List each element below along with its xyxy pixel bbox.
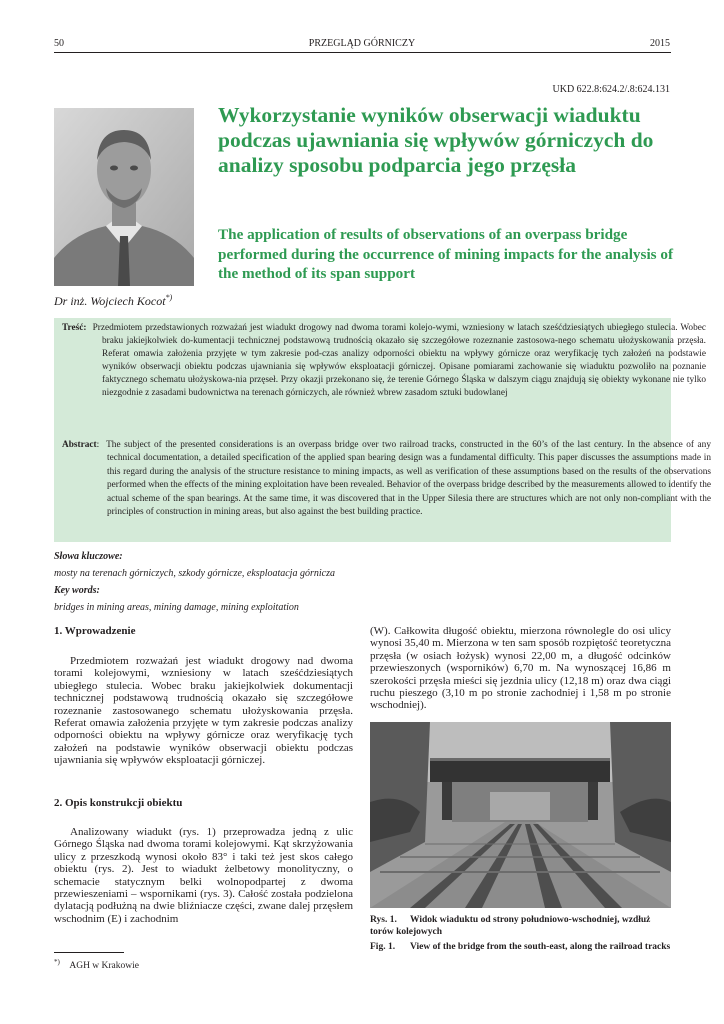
abstract-en-label: Abstract [62,440,97,450]
footnote-rule [54,952,124,953]
figure-caption-en-text: View of the bridge from the south-east, along the railroad tracks [410,942,671,952]
right-column-text: (W). Całkowita długość obiektu, mierzona równolegle do osi ulicy wynosi 35,40 m. Mierzona w ten sam sposób rozpiętość teoretyczna przęsła (w osiach łożysk) wynosi 22,00 m, a długość odcinków przewieszonych (wsporników) 6,70 m. Na wynoszącej 16,86 m szerokości przęsła mieści się jezdnia ulicy (12,18 m) oraz dwa ciągi ruchu pieszego (3,10 m po stronie zachodniej i 1,58 m po stronie wschodniej). [370,625,671,712]
keywords-en: bridges in mining areas, mining damage, mining exploitation [54,602,299,613]
keywords-en-label: Key words: [54,585,100,596]
author-photo [54,108,194,286]
keywords-pl-label: Słowa kluczowe: [54,551,123,562]
abstract-pl-text: Przedmiotem przedstawionych rozważań jest wiadukt drogowy nad dwoma torami kolejo-wymi, wzniesiony w latach sześćdziesiątych ubiegłego stulecia. Wobec braku jakiejkolwiek do-kumentacji technicznej podstawową trudnością okazało się szczegółowe rozeznanie zastosowa-nego schematu ułożyskowania przęsła. Referat omawia założenia przyjęte w tym zakresie pod-czas analizy odporności obiektu na wpływy górnicze oraz weryfikację tych założeń na podstawie wyników obserwacji obiektu podczas ujawniania się wpływów eksploatacji górniczej. Opisane pomiarami zachowanie się wiaduktu pozwoliło na poznanie faktycznego schematu ułożyskowa-nia przęseł. Przy okazji przekonano się, że terenie Górnego Śląska w dalszym ciągu znajdują się obiekty wykonane nie tylko niezgodnie z zasadami budownictwa na terenach górniczych, ale również wbrew zasadom sztuki budowlanej [92,323,706,398]
title-english: The application of results of observations of an overpass bridge performed during the occurrence of mining impacts for the analysis of the method of its span support [218,226,674,282]
section-1-heading: 1. Wprowadzenie [54,625,136,637]
header-rule [54,52,671,53]
bridge-photo [370,722,671,908]
figure-caption-pl-number: Rys. 1. [370,915,397,925]
abstract-pl-label: Treść: [62,323,87,333]
footnote [54,958,139,971]
journal-year: 2015 [650,38,670,49]
author-name: Dr inż. Wojciech Kocot*) [54,293,173,308]
figure-caption-pl [370,914,672,938]
figure-caption-en [370,941,672,953]
section-2-text: Analizowany wiadukt (rys. 1) przeprowadza jedną z ulic Górnego Śląska nad dwoma torami kolejowymi. Kąt skrzyżowania ulicy z przeszkodą wynosi około 83° i taki też jest skos całego obiektu (rys. 2). Jest to wiadukt żelbetowy monolityczny, o schemacie statycznym belki wolnopodpartej z dwoma przewieszeniami – wspornikami (rys. 3). Całość została podzielona dylatacją podłużną na dwie bliźniacze części, zwane dalej przęsłem wschodnim (E) i zachodnim [54,826,353,925]
section-2-heading: 2. Opis konstrukcji obiektu [54,797,183,809]
abstract-english: Abstract: The subject of the presented considerations is an overpass bridge over two railroad tracks, constructed in the 60’s of the last century. In the absence of any technical documentation, a detailed specification of the applied span bearing design was a fundamental difficulty. This paper discusses the assumptions made in this regard during the analysis of the structure resistance to mining impacts, as well as verification of these assumptions based on the results of the observations performed when the effects of the mining exploitation have been revealed. Behavior of the overpass bridge described by the measurements allowed to identify the actual scheme of the span bearings. At the same time, it was discovered that in the Upper Silesia there are structures which are not only non-compliant with the principles of construction in mining areas, but also against the best building practice. [62,440,711,518]
ukd-code: UKD 622.8:624.2/.8:624.131 [552,84,670,95]
section-1-text: Przedmiotem rozważań jest wiadukt drogowy nad dwoma torami kolejowymi, wzniesiony w latach sześćdziesiątych ubiegłego stulecia. Wobec braku jakiejkolwiek dokumentacji technicznej podstawową trudnością okazało się szczegółowe rozeznanie zastosowanego schematu ułożyskowania przęsła. Referat omawia założenia przyjęte w tym zakresie podczas analizy odporności obiektu na wpływy górnicze oraz weryfikację tych założeń na podstawie wyników obserwacji obiektu podczas ujawniania się wpływów eksploatacji górniczej. [54,655,353,767]
keywords-pl: mosty na terenach górniczych, szkody górnicze, eksploatacja górnicza [54,568,335,579]
footnote-text: AGH w Krakowie [69,961,139,972]
title-polish: Wykorzystanie wyników obserwacji wiaduktu podczas ujawniania się wpływów górniczych do analizy sposobu podparcia jego przęsła [218,103,654,177]
figure-caption-pl-text: Widok wiaduktu od strony południowo-wschodniej, wzdłuż torów kolejowych [370,915,651,937]
journal-name: PRZEGLĄD GÓRNICZY [308,38,416,49]
figure-caption-en-number: Fig. 1. [370,942,396,952]
page-number: 50 [54,38,64,49]
abstract-en-text: The subject of the presented considerations is an overpass bridge over two railroad tracks, constructed in the 60’s of the last century. In the absence of any technical documentation, a detailed specification of the applied span bearing design was a fundamental difficulty. This paper discusses the assumptions made in this regard during the analysis of the structure resistance to mining impacts, as well as verification of these assumptions based on the results of the observations performed when the effects of the mining exploitation have been revealed. Behavior of the overpass bridge described by the measurements allowed to identify the actual scheme of the span bearings. At the same time, it was discovered that in the Upper Silesia there are structures which are not only non-compliant with the principles of construction in mining areas, but also against the best building practice. [106,440,711,518]
footnote-mark: *) [54,958,60,966]
abstract-polish [62,322,706,399]
